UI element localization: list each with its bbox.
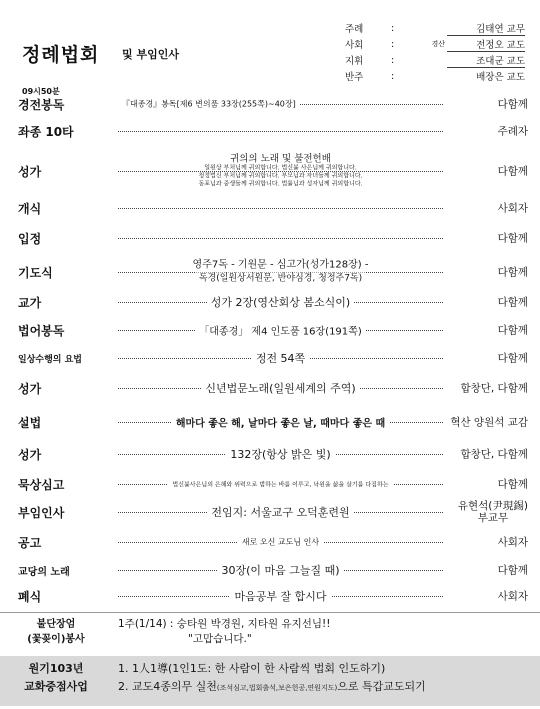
role-colon: :	[391, 54, 395, 66]
program-performer: 다함께	[497, 232, 528, 245]
leader-dots	[118, 238, 443, 239]
program-label: 일상수행의 요법	[18, 354, 82, 365]
program-performer-block	[458, 500, 528, 524]
program-row	[18, 198, 528, 218]
roles-table	[345, 20, 525, 84]
role-value: 김태연 교무	[447, 21, 525, 36]
program-row	[18, 500, 528, 524]
program-content: 신년법문노래(일원세계의 주역)	[201, 382, 359, 395]
content-line: 일원상 부처님께 귀의합니다. 법신불 사은님께 귀의합니다.	[204, 164, 357, 172]
program-label: 성가	[18, 381, 42, 396]
role-value: 배장은 교도	[476, 72, 525, 83]
heading-line: 원기103년	[28, 662, 84, 675]
content-line: 청정법신 부처님께 귀의합니다. 부모님과 자녀들께 귀의합니다.	[198, 172, 363, 180]
program-content: 정전 54쪽	[252, 352, 309, 365]
section-body	[118, 660, 426, 697]
page-subtitle: 및 부임인사	[122, 48, 179, 61]
project-item-detail: (조석심고,법회출석,보은헌공,연원지도)	[216, 684, 338, 692]
section-heading	[2, 660, 110, 696]
program-row	[18, 320, 528, 340]
program-performer: 다함께	[497, 352, 528, 365]
project-item	[118, 678, 426, 697]
program-content: 법신불사은님의 은혜와 위력으로 범하는 바를 이루고, 낙원을 삶을 살기를 다짐하는	[168, 482, 392, 489]
section-body	[118, 617, 330, 647]
program-content-wrap	[118, 294, 443, 310]
program-performer: 합창단, 다함께	[460, 448, 528, 461]
role-colon: :	[391, 70, 395, 82]
program-label: 좌종 10타	[18, 124, 74, 139]
program-row	[18, 586, 528, 606]
program-performer: 다함께	[497, 564, 528, 577]
program-label: 입정	[18, 231, 42, 246]
program-performer-title: 부교무	[477, 512, 509, 524]
program-content: 새로 오신 교도님 인사	[238, 538, 323, 547]
program-content-wrap	[118, 380, 443, 396]
role-colon: :	[391, 38, 395, 50]
program-content-wrap	[118, 99, 443, 110]
program-content: 전임지: 서울교구 오덕훈련원	[207, 506, 353, 519]
focus-project-section	[0, 656, 540, 706]
role-row	[345, 36, 525, 52]
program-label: 성가	[18, 164, 42, 179]
program-row	[18, 412, 528, 432]
role-row	[345, 20, 525, 36]
program-content: 영주7독 - 기원문 - 심고가(성가128장) -	[189, 259, 373, 272]
role-note: 경산	[431, 40, 445, 48]
program-performer: 다함께	[497, 98, 528, 111]
program-row	[18, 228, 528, 248]
program-row	[18, 94, 528, 114]
volunteer-text: 1주(1/14) : 숭타원 박경원, 지타원 유지선님!!	[118, 618, 331, 630]
program-content: 30장(이 마음 그늘질 때)	[217, 564, 343, 577]
program-label: 묵상심고	[18, 477, 65, 492]
program-label: 개식	[18, 201, 42, 216]
role-key: 사회	[345, 40, 364, 51]
start-time: 09시50분	[22, 87, 60, 96]
program-row	[18, 292, 528, 312]
program-content-wrap	[118, 446, 443, 462]
program-label: 성가	[18, 447, 42, 462]
program-performer: 주례자	[497, 125, 528, 138]
section-heading	[2, 617, 110, 647]
program-content: 132장(항상 밝은 빛)	[226, 448, 334, 461]
altar-volunteer-section	[0, 612, 540, 655]
program-label: 설법	[18, 415, 42, 430]
program-performer: 다함께	[497, 324, 528, 337]
program-content: 『대종경』봉독[제6 변의품 33장(255쪽)~40장]	[118, 100, 300, 109]
program-performer: 사회자	[497, 536, 528, 549]
program-label: 부임인사	[18, 505, 65, 520]
heading-line: (꽃꽂이)봉사	[27, 634, 85, 645]
role-key: 주례	[345, 24, 364, 35]
role-key: 반주	[345, 72, 364, 83]
sermon-title: 해마다 좋은 해, 날마다 좋은 날, 때마다 좋은 때	[172, 419, 389, 430]
program-content-block	[118, 259, 443, 286]
program-row	[18, 444, 528, 464]
role-key: 지휘	[345, 56, 364, 67]
program-content-wrap	[118, 480, 443, 489]
program-row	[18, 378, 528, 398]
program-content-wrap	[118, 588, 443, 604]
project-item-tail: 으로 특갑교도되기	[337, 680, 426, 693]
project-item-main: 2. 교도4종의무 실천	[118, 680, 217, 693]
program-performer: 다함께	[497, 478, 528, 491]
program-row	[18, 256, 528, 288]
program-performer: 다함께	[497, 296, 528, 309]
program-content: 마음공부 잘 합시다	[230, 590, 330, 603]
thanks-text: "고맙습니다."	[188, 633, 252, 645]
program-row	[18, 474, 528, 494]
leader-dots	[118, 131, 443, 132]
program-content: 귀의의 노래 및 불전헌배	[226, 155, 335, 165]
program-performer: 사회자	[497, 202, 528, 215]
program-label: 공고	[18, 535, 42, 550]
program-label: 교당의 노래	[18, 566, 70, 578]
heading-line: 불단장엄	[36, 619, 76, 630]
program-performer: 다함께	[497, 165, 528, 178]
program-performer: 사회자	[497, 590, 528, 603]
program-performer: 혁산 양원석 교감	[450, 416, 528, 429]
program-row	[18, 532, 528, 552]
role-value: 조대군 교도	[447, 53, 525, 68]
program-content-wrap	[118, 350, 443, 366]
role-row	[345, 68, 525, 84]
program-performer: 합창단, 다함께	[460, 382, 528, 395]
program-content-block	[118, 154, 443, 189]
program-content-wrap	[118, 323, 443, 338]
program-performer: 유현석(尹現錫)	[457, 500, 528, 512]
program-content-wrap	[118, 537, 443, 548]
program-row	[18, 121, 528, 141]
leader-dots	[118, 208, 443, 209]
heading-line: 교화중점사업	[24, 680, 88, 693]
program-content-wrap	[118, 562, 443, 578]
program-performer: 다함께	[497, 266, 528, 279]
program-content-wrap	[118, 415, 443, 430]
program-label: 경전봉독	[18, 97, 65, 112]
content-line: 독경(일원상서원문, 반야심경, 청정주7독)	[195, 273, 366, 286]
program-label: 법어봉독	[18, 323, 65, 338]
program-content: 「대종경」 제4 인도품 16장(191쪽)	[195, 327, 365, 338]
program-row	[18, 150, 528, 192]
program-label: 교가	[18, 295, 42, 310]
program-label: 기도식	[18, 265, 53, 280]
program-content: 성가 2장(영산회상 봄소식이)	[207, 296, 354, 309]
content-line: 동포님과 중생들께 귀의합니다. 법률님과 성자님께 귀의합니다.	[198, 180, 363, 188]
role-value: 전정오 교도	[447, 37, 525, 52]
program-content-wrap	[118, 504, 443, 520]
program-label: 폐식	[18, 589, 42, 604]
program-row	[18, 348, 528, 368]
page-title: 정례법회	[22, 44, 100, 66]
role-row	[345, 52, 525, 68]
role-colon: :	[391, 22, 395, 34]
project-item: 1. 1人1導(1인1도: 한 사람이 한 사람씩 법회 인도하기)	[118, 662, 386, 675]
program-row	[18, 560, 528, 580]
